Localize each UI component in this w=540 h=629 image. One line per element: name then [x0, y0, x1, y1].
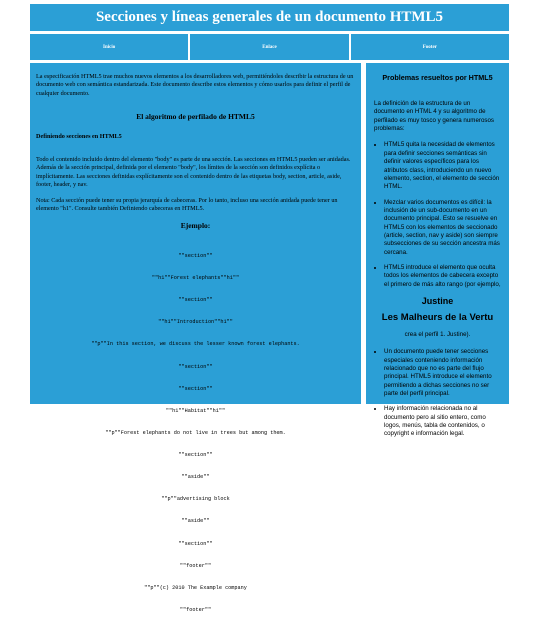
body-paragraph: Todo el contenido incluido dentro del elemento "body" es parte de una sección. Las secciones en HTML5 pueden ser anidadas. Además de la sección principal, definida por el elemento "body", los límites de la sección son definidos explícita o implícitamente. Las secciones definidas explícitamente son el contenido dentro de las etiquetas body, section, article, aside, footer, header, y nav. [36, 156, 351, 189]
list-item: • Mezclar varios documentos es difícil: la inclusión de un sub-documento en un documento principal. Esto se resuelve en HTML5 con los elementos de seccionado (article, section, nav y aside) son siempre subsecciones de su sección ancestra más cercana. [384, 199, 501, 258]
list-item: • Un documento puede tener secciones especiales conteniendo información relacionado que no es parte del flujo principal. HTML5 introduce el elemento permitiendo a dichas secciones no ser parte del perfil principal. [384, 348, 501, 398]
example-caption: crea el perfil 1. Justine). [404, 331, 471, 339]
code-line: ""section"" [178, 363, 213, 370]
code-line: ""section"" [178, 452, 213, 459]
code-line: ""aside"" [181, 518, 210, 525]
nav-bar [29, 33, 510, 61]
list-item: • Hay información relacionada no al documento pero al sitio entero, como logos, menús, tabla de contenidos, o copyright e información legal. [384, 405, 501, 438]
code-line: ""section"" [178, 385, 213, 392]
intro-paragraph: La especificación HTML5 trae muchos nuevos elementos a los desarrolladores web, permitiéndoles describir la estructura de un documento web con semántica estandarizada. Este documento describe estos elementos y cómo usarlos para definir el perfil de cualquier documento. [36, 73, 354, 97]
nav-link-enlace[interactable]: Enlace [189, 33, 349, 61]
algorithm-heading: El algoritmo de perfilado de HTML5 [136, 112, 255, 122]
aside-panel [365, 62, 510, 438]
problems-list [374, 141, 501, 438]
code-line: ""h1""Introduction""h1"" [158, 319, 233, 326]
code-line: ""h1""Habitat""h1"" [165, 407, 226, 414]
aside-title: Problemas resueltos por HTML5 [382, 73, 493, 82]
page-title: Secciones y líneas generales de un documento HTML5 [95, 9, 444, 25]
list-item: • HTML5 introduce el elemento que oculta todos los elementos de cabecera excepto el primero de más alto rango (por ejemplo, [384, 264, 501, 289]
code-line: ""p""advertising block [161, 496, 230, 503]
note-paragraph: Nota: Cada sección puede tener su propia jerarquía de cabeceras. Por lo tanto, incluso una sección anidada puede tener un elemento "h1". Consulte también Definiendo cabeceras en HTML5. [36, 196, 338, 212]
code-line: ""p""In this section, we discuss the lesser known forest elephants. [91, 341, 300, 348]
code-line: ""section"" [178, 252, 213, 259]
code-line: ""p""Forest elephants do not live in trees but among them. [105, 429, 286, 436]
code-line: ""footer"" [179, 606, 212, 613]
code-line: ""section"" [178, 540, 213, 547]
nav-link-inicio[interactable]: Inicio [29, 33, 189, 61]
list-item: • HTML5 quita la necesidad de elementos para definir secciones semánticas sin definir valores específicos para los atributos class, introduciendo un nuevo elemento, section, el elemento de sección HTML. [384, 141, 501, 191]
code-line: ""footer"" [179, 562, 212, 569]
defining-sections-heading: Definiendo secciones en HTML5 [36, 133, 122, 141]
example-heading-justine: Justine [421, 296, 454, 307]
code-line: ""aside"" [181, 474, 210, 481]
code-line: ""p""(c) 2010 The Example company [144, 584, 247, 591]
main-section [29, 62, 362, 613]
example-heading: Ejemplo: [180, 221, 211, 231]
page-header [29, 3, 510, 32]
code-line: ""section"" [178, 297, 213, 304]
nav-link-footer[interactable]: Footer [350, 33, 510, 61]
aside-intro: La definición de la estructura de un documento en HTML 4 y su algoritmo de perfilado es muy tosco y genera numerosos problemas: [374, 100, 495, 133]
code-example [36, 238, 355, 629]
example-heading-malheurs: Les Malheurs de la Vertu [381, 312, 494, 324]
code-line: ""h1""Forest elephants""h1"" [151, 275, 240, 282]
